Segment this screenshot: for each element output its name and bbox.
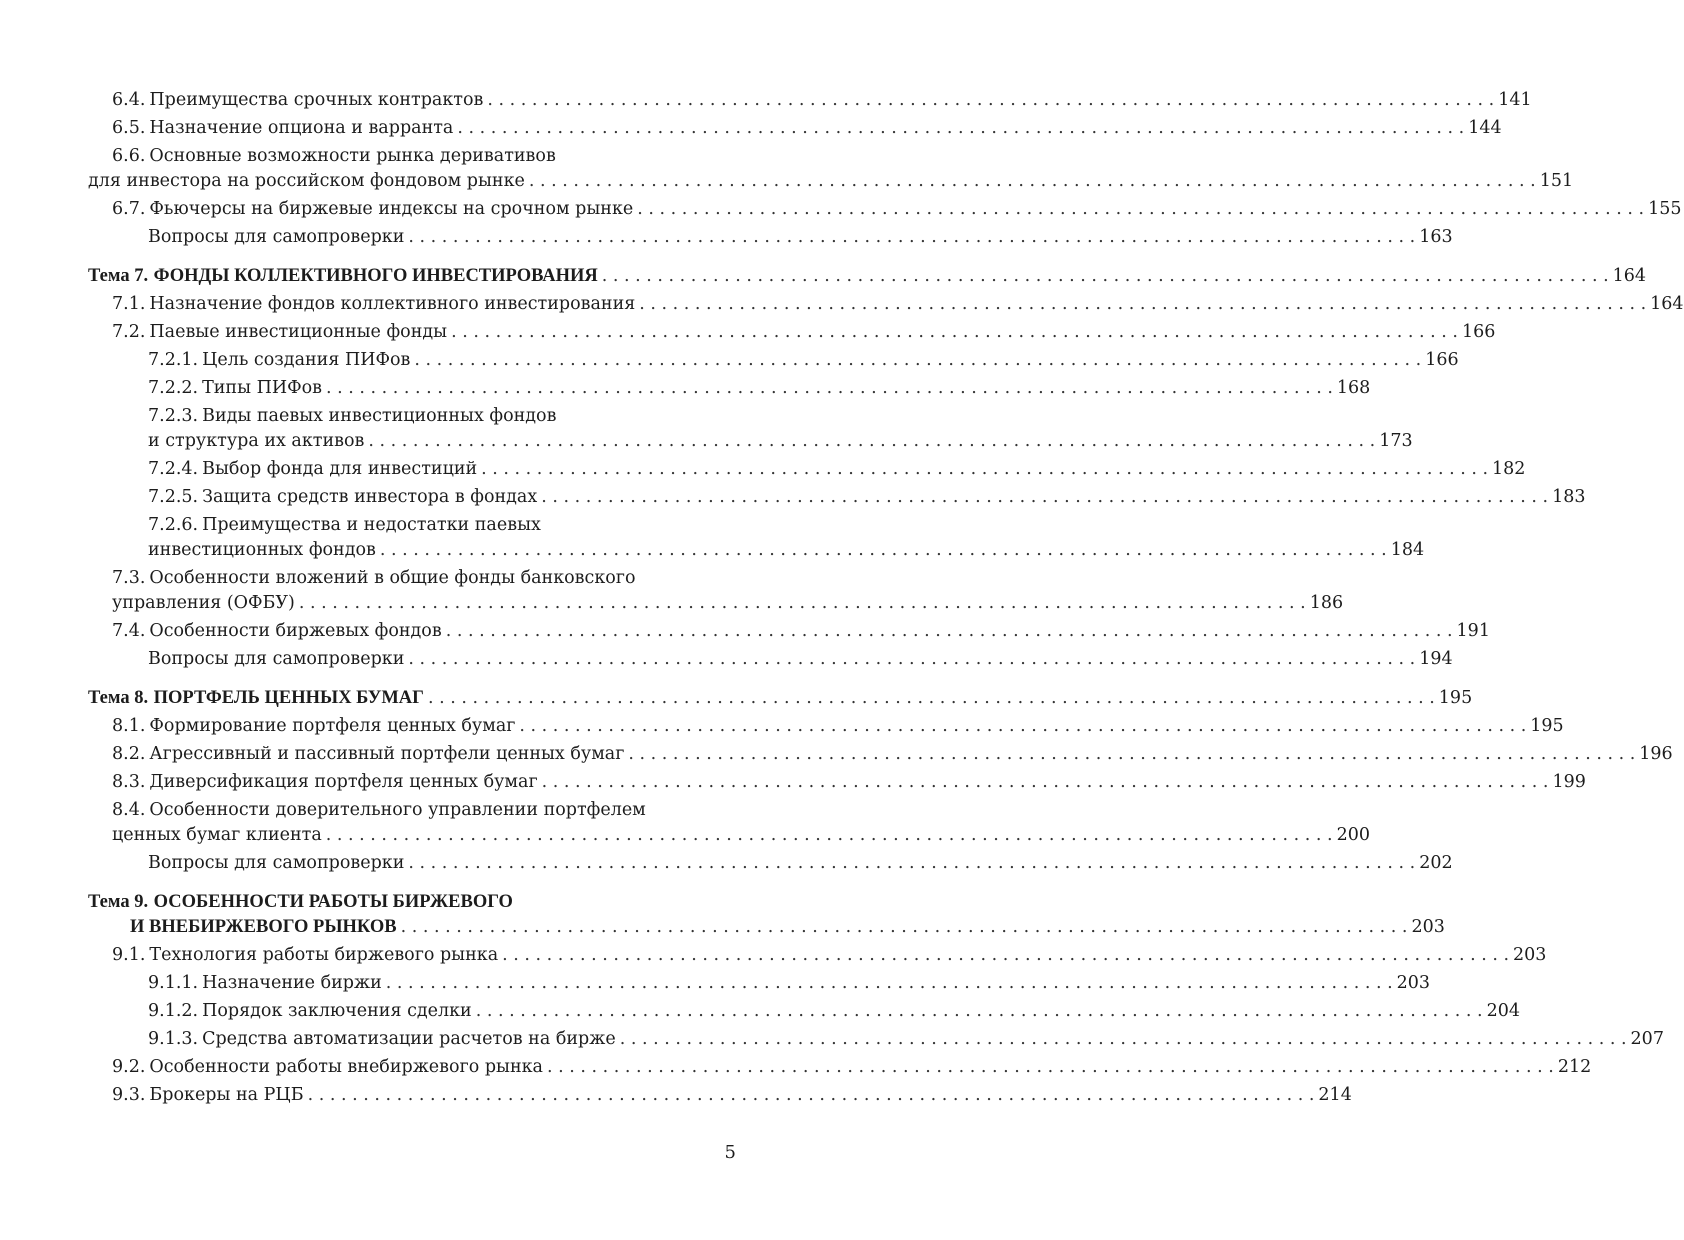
toc-entry <box>88 404 1413 454</box>
toc-entry <box>88 971 1431 996</box>
leader-dots <box>326 376 1333 401</box>
leader-dots <box>519 714 1526 739</box>
entry-title: Назначение опциона и варранта <box>149 118 454 138</box>
leader-dots <box>487 88 1494 113</box>
entry-page: 184 <box>1390 540 1425 560</box>
toc-entry <box>88 647 1453 672</box>
entry-title: Брокеры на РЦБ <box>149 1085 304 1105</box>
entry-number: 9.1. <box>112 945 146 965</box>
entry-page: 144 <box>1468 118 1502 138</box>
entry-number: 8.2. <box>112 744 146 764</box>
entry-title: Агрессивный и пассивный портфели ценных бумаг <box>149 744 625 764</box>
entry-page: 164 <box>1612 266 1647 286</box>
entry-page: 196 <box>1639 744 1673 764</box>
leader-dots <box>502 943 1509 968</box>
entry-title: Цель создания ПИФов <box>202 350 411 370</box>
entry-page: 202 <box>1419 853 1453 873</box>
entry-title: Порядок заключения сделки <box>202 1001 472 1021</box>
toc-entry <box>88 513 1425 563</box>
entry-page: 183 <box>1552 487 1586 507</box>
theme-prefix: Тема 9. <box>88 892 149 912</box>
entry-number: 8.3. <box>112 772 146 792</box>
toc-entry <box>88 197 1682 222</box>
leader-dots <box>639 292 1646 317</box>
entry-page: 203 <box>1396 973 1431 993</box>
entry-page: 141 <box>1498 90 1532 110</box>
entry-page: 191 <box>1456 621 1490 641</box>
entry-number: 7.2.2. <box>148 378 199 398</box>
leader-dots <box>457 116 1464 141</box>
entry-page: 195 <box>1530 716 1564 736</box>
entry-page: 151 <box>1539 171 1574 191</box>
toc-entry <box>88 485 1586 510</box>
entry-number: 7.2.3. <box>148 406 199 426</box>
entry-page: 168 <box>1336 378 1371 398</box>
leader-dots <box>414 348 1421 373</box>
entry-title: Формирование портфеля ценных бумаг <box>149 716 516 736</box>
toc-entry <box>88 292 1684 317</box>
entry-number: 7.2.4. <box>148 459 199 479</box>
leader-dots <box>299 591 1306 616</box>
entry-page: 195 <box>1438 688 1473 708</box>
entry-title-cont: ценных бумаг клиента <box>112 825 322 845</box>
entry-number: 7.2.1. <box>148 350 199 370</box>
toc-entry <box>88 770 1586 795</box>
leader-dots <box>326 823 1333 848</box>
entry-page: 163 <box>1419 227 1453 247</box>
theme-heading <box>88 686 1473 711</box>
toc-entry <box>88 1055 1592 1080</box>
leader-dots <box>476 999 1483 1024</box>
entry-page: 203 <box>1411 917 1445 937</box>
toc-entry <box>88 320 1496 345</box>
toc-entry <box>88 1083 1352 1108</box>
leader-dots <box>368 429 1375 454</box>
entry-page: 199 <box>1552 772 1586 792</box>
toc-entry <box>88 144 1574 194</box>
leader-dots <box>446 619 1453 644</box>
leader-dots <box>428 686 1435 711</box>
entry-number: 7.4. <box>112 621 146 641</box>
entry-title: Особенности биржевых фондов <box>149 621 442 641</box>
toc-entry <box>88 798 1371 848</box>
entry-title: Вопросы для самопроверки <box>148 227 405 247</box>
entry-title: Особенности работы внебиржевого рынка <box>149 1057 543 1077</box>
entry-number: 7.3. <box>112 568 146 588</box>
entry-page: 200 <box>1336 825 1371 845</box>
entry-number: 9.1.3. <box>148 1029 199 1049</box>
entry-title: Фьючерсы на биржевые индексы на срочном рынке <box>149 199 634 219</box>
entry-number: 7.1. <box>112 294 146 314</box>
entry-title-cont: управления (ОФБУ) <box>112 593 295 613</box>
toc-entry <box>88 742 1673 767</box>
entry-title-cont: для инвестора на российском фондовом рынке <box>88 171 525 191</box>
toc-entry <box>88 225 1453 250</box>
leader-dots <box>408 647 1415 672</box>
entry-title: Средства автоматизации расчетов на бирже <box>202 1029 616 1049</box>
toc-entry <box>88 943 1547 968</box>
entry-page: 166 <box>1425 350 1459 370</box>
toc-entry <box>88 88 1532 113</box>
toc-entry <box>88 348 1459 373</box>
entry-page: 166 <box>1461 322 1496 342</box>
entry-title: Назначение биржи <box>202 973 382 993</box>
leader-dots <box>408 225 1415 250</box>
entry-number: 8.1. <box>112 716 146 736</box>
entry-title: Диверсификация портфеля ценных бумаг <box>149 772 538 792</box>
leader-dots <box>380 538 1387 563</box>
entry-title: Особенности доверительного управлении портфелем <box>149 800 646 820</box>
leader-dots <box>547 1055 1554 1080</box>
entry-page: 212 <box>1557 1057 1592 1077</box>
theme-prefix: Тема 8. <box>88 688 149 708</box>
entry-number: 9.3. <box>112 1085 146 1105</box>
leader-dots <box>386 971 1393 996</box>
entry-title: Типы ПИФов <box>202 378 323 398</box>
toc-entry <box>88 851 1453 876</box>
toc-entry <box>88 457 1526 482</box>
theme-title: ФОНДЫ КОЛЛЕКТИВНОГО ИНВЕСТИРОВАНИЯ <box>153 266 598 286</box>
entry-title: Технология работы биржевого рынка <box>149 945 499 965</box>
entry-title-cont: инвестиционных фондов <box>148 540 376 560</box>
entry-number: 6.7. <box>112 199 146 219</box>
toc-entry <box>88 376 1371 401</box>
entry-title: Вопросы для самопроверки <box>148 853 405 873</box>
theme-title: ПОРТФЕЛЬ ЦЕННЫХ БУМАГ <box>153 688 424 708</box>
theme-prefix: Тема 7. <box>88 266 149 286</box>
entry-number: 7.2.5. <box>148 487 199 507</box>
entry-number: 7.2. <box>112 322 146 342</box>
entry-title: Основные возможности рынка деривативов <box>149 146 556 166</box>
leader-dots <box>541 485 1548 510</box>
entry-page: 203 <box>1513 945 1547 965</box>
entry-number: 6.5. <box>112 118 146 138</box>
leader-dots <box>451 320 1458 345</box>
entry-page: 214 <box>1318 1085 1352 1105</box>
theme-title: ОСОБЕННОСТИ РАБОТЫ БИРЖЕВОГО <box>153 892 513 912</box>
entry-page: 186 <box>1309 593 1344 613</box>
entry-number: 8.4. <box>112 800 146 820</box>
leader-dots <box>542 770 1549 795</box>
leader-dots <box>602 264 1609 289</box>
entry-page: 182 <box>1492 459 1526 479</box>
entry-title: Особенности вложений в общие фонды банковского <box>149 568 636 588</box>
entry-page: 194 <box>1419 649 1453 669</box>
entry-title-cont: и структура их активов <box>148 431 365 451</box>
entry-page: 155 <box>1648 199 1682 219</box>
toc-entry <box>88 714 1564 739</box>
entry-number: 9.1.1. <box>148 973 199 993</box>
entry-title: Вопросы для самопроверки <box>148 649 405 669</box>
leader-dots <box>637 197 1644 222</box>
entry-title: Виды паевых инвестиционных фондов <box>202 406 557 426</box>
entry-page: 207 <box>1630 1029 1664 1049</box>
entry-title: Преимущества и недостатки паевых <box>202 515 541 535</box>
theme-title-cont: И ВНЕБИРЖЕВОГО РЫНКОВ <box>130 917 397 937</box>
toc-entry <box>88 1027 1664 1052</box>
entry-number: 7.2.6. <box>148 515 199 535</box>
theme-heading <box>88 890 1445 940</box>
toc-entry <box>88 619 1490 644</box>
entry-number: 6.6. <box>112 146 146 166</box>
leader-dots <box>481 457 1488 482</box>
entry-number: 6.4. <box>112 90 146 110</box>
entry-number: 9.1.2. <box>148 1001 199 1021</box>
toc-entry <box>88 116 1502 141</box>
leader-dots <box>620 1027 1627 1052</box>
entry-title: Преимущества срочных контрактов <box>149 90 484 110</box>
entry-title: Назначение фондов коллективного инвестирования <box>149 294 636 314</box>
entry-title: Паевые инвестиционные фонды <box>149 322 448 342</box>
entry-title: Защита средств инвестора в фондах <box>202 487 538 507</box>
leader-dots <box>628 742 1635 767</box>
entry-number: 9.2. <box>112 1057 146 1077</box>
entry-page: 164 <box>1650 294 1684 314</box>
entry-title: Выбор фонда для инвестиций <box>202 459 478 479</box>
leader-dots <box>401 915 1408 940</box>
table-of-contents <box>88 88 1684 1111</box>
leader-dots <box>308 1083 1315 1108</box>
toc-entry <box>88 566 1344 616</box>
toc-entry <box>88 999 1520 1024</box>
theme-heading <box>88 264 1647 289</box>
leader-dots <box>529 169 1536 194</box>
leader-dots <box>408 851 1415 876</box>
page-number: 5 <box>724 1142 736 1163</box>
entry-page: 173 <box>1379 431 1413 451</box>
entry-page: 204 <box>1486 1001 1520 1021</box>
